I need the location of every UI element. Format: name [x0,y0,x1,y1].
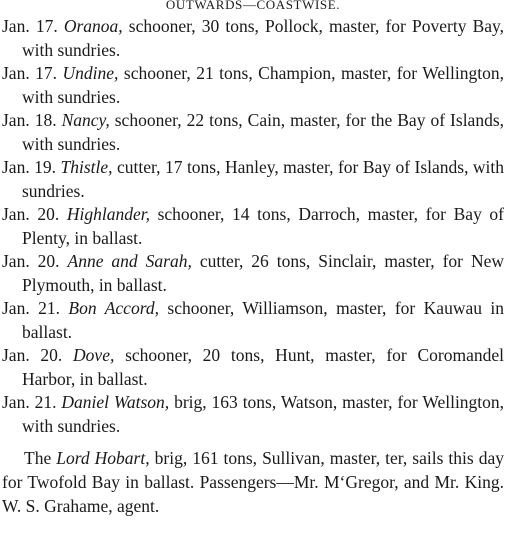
entry-date: Jan. 17. [2,63,58,83]
ship-name: Lord Hobart, [56,448,150,468]
ship-name: Bon Accord, [68,298,159,318]
notice-lead: The [24,448,52,468]
ship-name: Highlander, [66,204,150,224]
entry-date: Jan. 20. [2,251,60,271]
ship-name: Undine, [62,63,119,83]
entry-date: Jan. 17. [2,16,58,36]
entry-date: Jan. 21. [2,392,57,412]
shipping-entry [2,108,504,156]
entry-date: Jan. 20. [2,204,60,224]
entry-details: brig, 163 tons, Watson, master, for Wellington, with sundries. [22,392,505,436]
ship-name: Daniel Watson, [61,392,170,412]
notice-text: brig, 161 tons, Sullivan, master, ter, sails this day for Twofold Bay in ballast. Passengers—Mr. M‘Gregor, and Mr. King. W. S. Grahame, agent. [2,448,505,516]
shipping-entry [2,14,504,62]
entry-details: schooner, 20 tons, Hunt, master, for Coromandel Harbor, in ballast. [22,345,504,389]
entry-details: schooner, 22 tons, Cain, master, for the Bay of Islands, with sundries. [22,110,505,154]
entry-details: cutter, 17 tons, Hanley, master, for Bay of Islands, with sundries. [22,157,505,201]
ship-name: Thistle, [60,157,113,177]
entry-date: Jan. 20. [2,345,63,365]
entry-details: schooner, Williamson, master, for Kauwau in ballast. [22,298,505,342]
entry-details: schooner, 21 tons, Champion, master, for Wellington, with sundries. [22,63,504,107]
shipping-entry [2,249,504,297]
ship-name: Anne and Sarah, [67,251,192,271]
shipping-entry [2,343,504,391]
entry-date: Jan. 19. [2,157,57,177]
shipping-entry [2,390,504,438]
section-heading: OUTWARDS—COASTWISE. [165,0,341,12]
ship-name: Nancy, [61,110,110,130]
entry-details: schooner, 30 tons, Pollock, master, for Poverty Bay, with sundries. [22,16,504,60]
shipping-list [2,14,504,438]
entry-date: Jan. 21. [2,298,60,318]
ship-name: Dove, [73,345,115,365]
shipping-entry [2,202,504,250]
entry-details: schooner, 14 tons, Darroch, master, for Bay of Plenty, in ballast. [22,204,505,248]
ship-name: Oranoa, [63,16,123,36]
shipping-entry [2,155,504,203]
sailing-notice [2,446,504,518]
shipping-entry [2,296,504,344]
entry-date: Jan. 18. [2,110,57,130]
shipping-entry [2,61,504,109]
entry-details: cutter, 26 tons, Sinclair, master, for New Plymouth, in ballast. [22,251,505,295]
